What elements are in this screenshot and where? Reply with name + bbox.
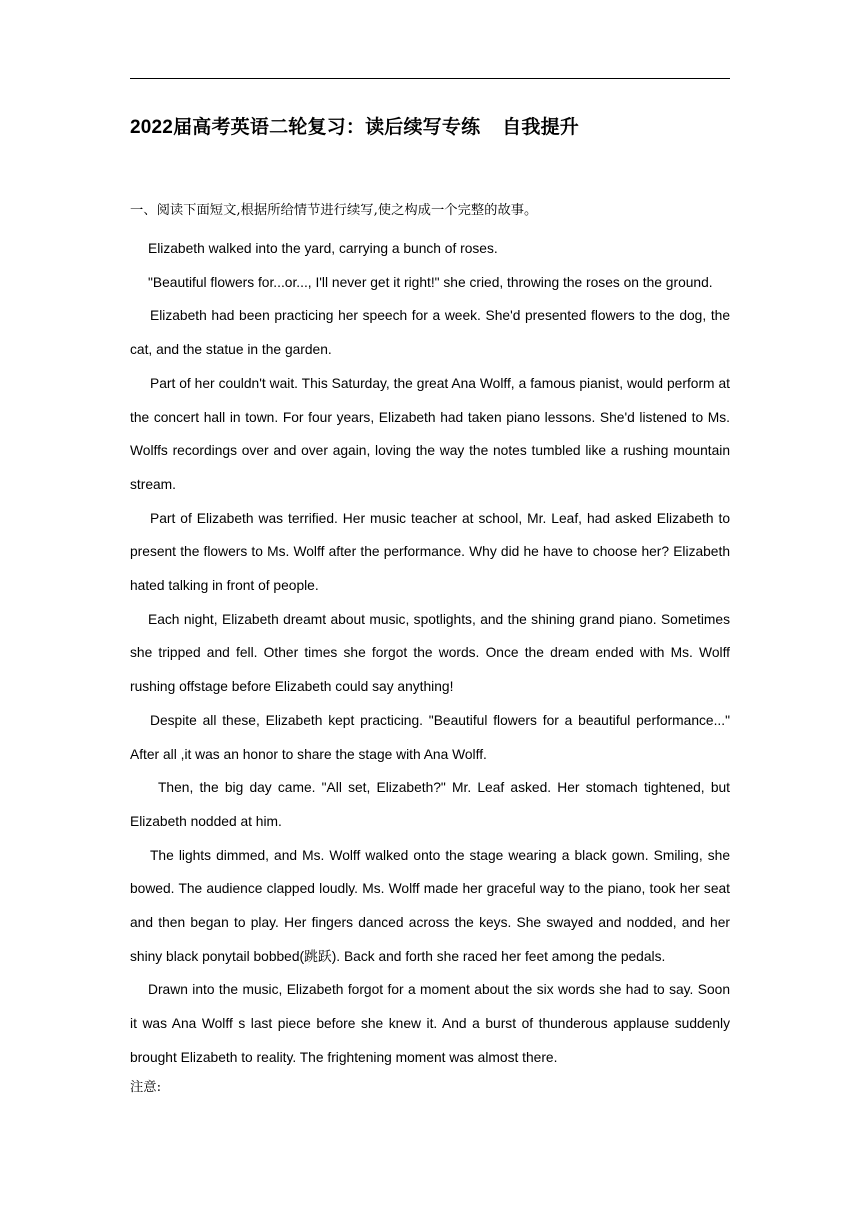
paragraph: "Beautiful flowers for...or..., I'll never get it right!" she cried, throwing the roses on the ground. [148,274,713,290]
header-rule [130,78,730,79]
note-label: 注意: [130,1080,162,1095]
paragraph: Drawn into the music, Elizabeth forgot for a moment about the six words she had to say. Soon it was Ana Wolff s last piece before she knew it. And a burst of thunderous applause suddenly brought Elizabeth to reality. The frightening moment was almost there. [130,982,730,1065]
paragraph: Despite all these, Elizabeth kept practicing. "Beautiful flowers for a beautiful performance..." After all ,it was an honor to share the stage with Ana Wolff. [130,712,730,762]
paragraph: The lights dimmed, and Ms. Wolff walked onto the stage wearing a black gown. Smiling, she bowed. The audience clapped loudly. Ms. Wolff made her graceful way to the piano, took her seat and then began to play. Her fingers danced across the keys. She swayed and nodded, and her shiny black ponytail bobbed(跳跃). Back and forth she raced her feet among the pedals. [130,847,730,964]
task-instruction: 一、阅读下面短文,根据所给情节进行续写,使之构成一个完整的故事。 [130,203,538,218]
paragraph: Part of her couldn't wait. This Saturday, the great Ana Wolff, a famous pianist, would perform at the concert hall in town. For four years, Elizabeth had taken piano lessons. She'd listened to Ms. Wolffs recordings over and over again, loving the way the notes tumbled like a rushing mountain stream. [130,375,730,492]
document-title: 2022届高考英语二轮复习：读后续写专练 自我提升 [130,117,579,138]
story-body [130,232,730,1075]
paragraph: Elizabeth had been practicing her speech for a week. She'd presented flowers to the dog, the cat, and the statue in the garden. [130,308,730,358]
paragraph: Each night, Elizabeth dreamt about music, spotlights, and the shining grand piano. Sometimes she tripped and fell. Other times she forgot the words. Once the dream ended with Ms. Wolff rushing offstage before Elizabeth could say anything! [130,611,730,695]
paragraph: Then, the big day came. "All set, Elizabeth?" Mr. Leaf asked. Her stomach tightened, but Elizabeth nodded at him. [130,780,730,829]
paragraph: Elizabeth walked into the yard, carrying a bunch of roses. [148,241,498,256]
paragraph: Part of Elizabeth was terrified. Her music teacher at school, Mr. Leaf, had asked Elizabeth to present the flowers to Ms. Wolff after the performance. Why did he have to choose her? Elizabeth hated talking in front of people. [130,510,730,594]
